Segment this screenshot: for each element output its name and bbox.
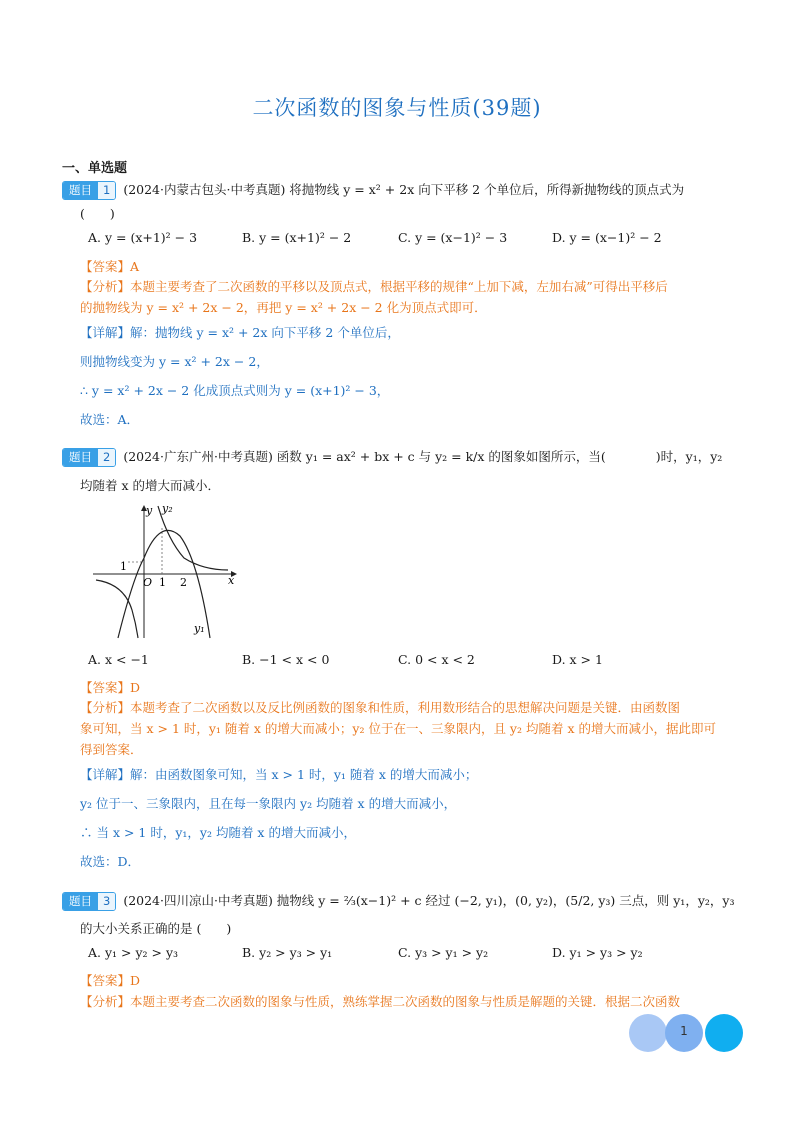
section-heading: 一、单选题: [62, 161, 128, 176]
q1-analysis-line-2: 的抛物线为 y = x² + 2x − 2，再把 y = x² + 2x − 2 化为顶点式即可．: [80, 300, 487, 315]
q1-detail-line-3: ∴ y = x² + 2x − 2 化成顶点式则为 y = (x+1)² − 3，: [80, 383, 390, 398]
q2-option-c: C. 0 < x < 2: [398, 652, 475, 667]
q3-option-b: B. y₂ > y₃ > y₁: [242, 945, 333, 960]
x-axis-label: x: [228, 574, 235, 587]
y-tick-1: 1: [120, 560, 127, 573]
question-1-text: (2024·内蒙古包头·中考真题) 将抛物线 y = x² + 2x 向下平移 2 个单位后，所得新抛物线的顶点式为: [123, 182, 685, 197]
question-badge: 题目 3: [62, 892, 116, 911]
x-tick-2: 2: [180, 576, 187, 589]
function-graph: [88, 500, 248, 640]
q2-answer: 【答案】D: [80, 680, 141, 695]
q3-option-a: A. y₁ > y₂ > y₃: [88, 945, 179, 960]
q2-analysis-line-3: 得到答案．: [80, 742, 143, 757]
page-title: 二次函数的图象与性质(39题): [252, 96, 542, 120]
page-number: 1: [680, 1024, 688, 1038]
question-badge: 题目 1: [62, 181, 116, 200]
question-1-line-2: ( ): [80, 206, 115, 221]
question-3-line-2: 的大小关系正确的是 ( ): [80, 921, 232, 936]
x-tick-1: 1: [159, 576, 166, 589]
q1-option-b: B. y = (x+1)² − 2: [242, 230, 352, 245]
decor-circle: [629, 1014, 667, 1052]
q3-option-d: D. y₁ > y₃ > y₂: [552, 945, 643, 960]
q1-detail-line-1: 【详解】解：抛物线 y = x² + 2x 向下平移 2 个单位后，: [80, 325, 400, 340]
y1-label: y₁: [194, 622, 205, 635]
q2-analysis-line-2: 象可知，当 x > 1 时，y₁ 随着 x 的增大而减小；y₂ 位于在一、三象限内，且 y₂ 均随着 x 的增大而减小，据此即可: [80, 721, 716, 736]
q3-analysis-line-1: 【分析】本题主要考查二次函数的图象与性质，熟练掌握二次函数的图象与性质是解题的关键．根据二次函数: [80, 994, 681, 1009]
y2-label: y₂: [162, 502, 173, 515]
q2-option-d: D. x > 1: [552, 652, 603, 667]
question-badge: 题目 2: [62, 448, 116, 467]
hyperbola-branch-1: [158, 506, 228, 570]
q3-answer: 【答案】D: [80, 973, 141, 988]
q3-option-c: C. y₃ > y₁ > y₂: [398, 945, 489, 960]
question-3-line-1: [62, 891, 734, 911]
q2-analysis-line-1: 【分析】本题考查了二次函数以及反比例函数的图象和性质，利用数形结合的思想解决问题是关键．由函数图: [80, 700, 681, 715]
q2-option-a: A. x < −1: [88, 652, 149, 667]
decor-circle: [705, 1014, 743, 1052]
q2-detail-line-1: 【详解】解：由函数图象可知，当 x > 1 时，y₁ 随着 x 的增大而减小；: [80, 767, 478, 782]
question-3-text: (2024·四川凉山·中考真题) 抛物线 y = ⅔(x−1)² + c 经过 (−2, y₁)，(0, y₂)，(5/2, y₃) 三点，则 y₁，y₂，y₃: [123, 893, 735, 908]
q2-option-b: B. −1 < x < 0: [242, 652, 330, 667]
question-2-line-2: 均随着 x 的增大而减小．: [80, 478, 220, 493]
y-axis-label: y: [146, 504, 153, 517]
q1-analysis-line-1: 【分析】本题主要考查了二次函数的平移以及顶点式，根据平移的规律“上加下减，左加右减”可得出平移后: [80, 279, 668, 294]
q2-detail-line-4: 故选：D．: [80, 854, 141, 869]
q2-detail-line-2: y₂ 位于一、三象限内，且在每一象限内 y₂ 均随着 x 的增大而减小，: [80, 796, 457, 811]
question-2-line-1: [62, 447, 722, 467]
question-2-text: (2024·广东广州·中考真题) 函数 y₁ = ax² + bx + c 与 y₂ = k/x 的图象如图所示，当( )时，y₁，y₂: [123, 449, 723, 464]
q1-option-c: C. y = (x−1)² − 3: [398, 230, 508, 245]
origin-label: O: [143, 576, 153, 589]
q1-option-a: A. y = (x+1)² − 3: [88, 230, 198, 245]
question-1-line-1: [62, 180, 684, 200]
q1-detail-line-2: 则抛物线变为 y = x² + 2x − 2，: [80, 354, 269, 369]
q1-option-d: D. y = (x−1)² − 2: [552, 230, 662, 245]
q1-answer: 【答案】A: [80, 259, 140, 274]
q2-detail-line-3: ∴ 当 x > 1 时，y₁，y₂ 均随着 x 的增大而减小，: [80, 825, 356, 840]
q1-detail-line-4: 故选：A．: [80, 412, 140, 427]
